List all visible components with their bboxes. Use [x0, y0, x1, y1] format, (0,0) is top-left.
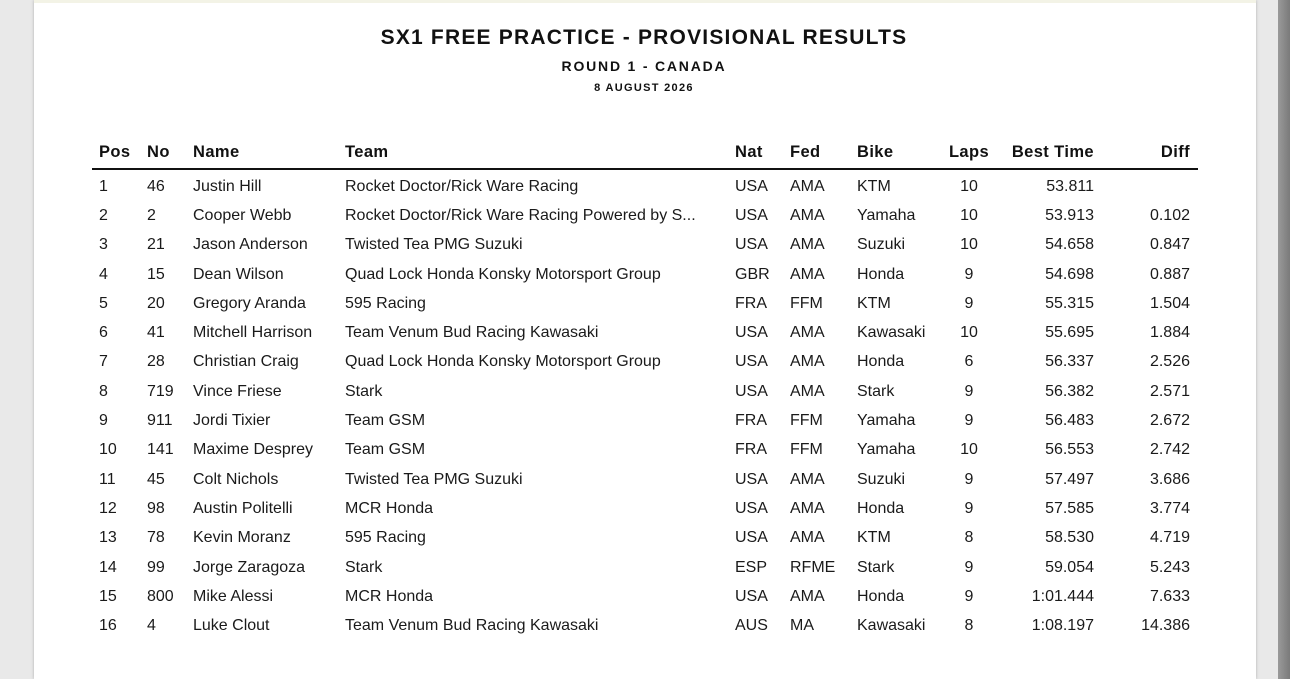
table-header-row — [92, 137, 1198, 169]
cell-number: 21 — [147, 236, 165, 254]
cell-nationality: USA — [735, 587, 768, 605]
cell-nationality: GBR — [735, 265, 770, 283]
cell-rider-name: Jason Anderson — [193, 236, 308, 254]
cell-rider-name: Luke Clout — [193, 617, 270, 635]
cell-team: MCR Honda — [345, 499, 434, 517]
cell-rider-name: Christian Craig — [193, 353, 299, 371]
cell-rider-name: Justin Hill — [193, 177, 262, 195]
cell-best-time: 56.337 — [1045, 353, 1094, 371]
table-row — [92, 377, 1198, 406]
cell-number: 46 — [147, 177, 165, 195]
cell-laps: 9 — [964, 265, 974, 283]
cell-bike: Honda — [857, 265, 905, 283]
cell-team: Quad Lock Honda Konsky Motorsport Group — [345, 265, 661, 283]
cell-laps: 9 — [964, 558, 974, 576]
table-row — [92, 348, 1198, 377]
cell-laps: 9 — [964, 382, 974, 400]
col-nat: Nat — [728, 137, 783, 169]
col-bike: Bike — [850, 137, 944, 169]
cell-pos: 15 — [99, 587, 117, 605]
cell-bike: Honda — [857, 353, 905, 371]
cell-bike: Kawasaki — [857, 324, 926, 342]
results-table — [92, 137, 1198, 641]
cell-number: 141 — [147, 441, 174, 459]
cell-diff: 2.571 — [1149, 382, 1190, 400]
cell-team: MCR Honda — [345, 587, 434, 605]
cell-diff: 4.719 — [1149, 529, 1190, 547]
cell-best-time: 59.054 — [1045, 558, 1094, 576]
cell-diff: 2.672 — [1149, 412, 1190, 430]
cell-pos: 9 — [99, 412, 108, 430]
round-subtitle: ROUND 1 - CANADA — [561, 58, 727, 74]
cell-federation: AMA — [790, 236, 825, 254]
table-row — [92, 231, 1198, 260]
cell-number: 911 — [147, 412, 173, 430]
cell-nationality: FRA — [735, 441, 767, 459]
cell-diff: 0.847 — [1149, 236, 1190, 254]
cell-diff: 14.386 — [1141, 617, 1190, 635]
cell-federation: FFM — [790, 294, 823, 312]
table-row — [92, 465, 1198, 494]
cell-rider-name: Cooper Webb — [193, 206, 292, 224]
cell-laps: 10 — [960, 236, 978, 254]
cell-rider-name: Dean Wilson — [193, 265, 284, 283]
sheet-top-border — [34, 0, 1256, 3]
cell-federation: MA — [790, 617, 814, 635]
cell-federation: AMA — [790, 470, 825, 488]
cell-diff: 5.243 — [1149, 558, 1190, 576]
window-edge — [1278, 0, 1290, 679]
cell-federation: AMA — [790, 499, 825, 517]
cell-laps: 8 — [964, 617, 974, 635]
cell-rider-name: Colt Nichols — [193, 470, 279, 488]
table-row — [92, 553, 1198, 582]
cell-bike: Stark — [857, 558, 895, 576]
cell-number: 78 — [147, 529, 165, 547]
cell-nationality: USA — [735, 324, 768, 342]
cell-nationality: ESP — [735, 558, 768, 576]
cell-nationality: USA — [735, 236, 768, 254]
cell-federation: AMA — [790, 206, 825, 224]
cell-bike: Yamaha — [857, 412, 916, 430]
col-best-time: Best Time — [994, 137, 1102, 169]
cell-laps: 10 — [960, 324, 978, 342]
table-row — [92, 201, 1198, 230]
cell-federation: AMA — [790, 265, 825, 283]
cell-diff: 3.774 — [1149, 499, 1190, 517]
cell-rider-name: Maxime Desprey — [193, 441, 314, 459]
cell-bike: Suzuki — [857, 470, 906, 488]
table-row — [92, 494, 1198, 523]
cell-federation: FFM — [790, 412, 823, 430]
cell-team: Team GSM — [345, 412, 426, 430]
cell-laps: 8 — [964, 529, 974, 547]
table-row — [92, 406, 1198, 435]
cell-pos: 3 — [99, 236, 108, 254]
cell-best-time: 56.553 — [1045, 441, 1094, 459]
cell-number: 41 — [147, 324, 165, 342]
cell-laps: 10 — [960, 177, 978, 195]
cell-bike: KTM — [857, 529, 891, 547]
cell-team: Rocket Doctor/Rick Ware Racing — [345, 177, 579, 195]
table-row — [92, 169, 1198, 201]
cell-best-time: 57.497 — [1045, 470, 1094, 488]
cell-team: Team Venum Bud Racing Kawasaki — [345, 324, 599, 342]
cell-rider-name: Vince Friese — [193, 382, 282, 400]
cell-number: 45 — [147, 470, 165, 488]
cell-rider-name: Mitchell Harrison — [193, 324, 313, 342]
cell-pos: 16 — [99, 617, 117, 635]
cell-pos: 1 — [99, 177, 108, 195]
cell-number: 28 — [147, 353, 165, 371]
cell-diff: 7.633 — [1149, 587, 1190, 605]
cell-pos: 6 — [99, 324, 108, 342]
cell-number: 2 — [147, 206, 156, 224]
cell-nationality: FRA — [735, 412, 767, 430]
cell-best-time: 55.315 — [1045, 294, 1094, 312]
page-title: SX1 FREE PRACTICE - PROVISIONAL RESULTS — [380, 26, 908, 49]
cell-pos: 4 — [99, 265, 108, 283]
cell-best-time: 53.811 — [1046, 177, 1094, 195]
cell-best-time: 1:01.444 — [1031, 587, 1094, 605]
cell-nationality: USA — [735, 177, 768, 195]
cell-diff — [1102, 169, 1198, 201]
col-diff: Diff — [1102, 137, 1198, 169]
cell-federation: AMA — [790, 587, 825, 605]
table-row — [92, 524, 1198, 553]
cell-team: 595 Racing — [345, 294, 426, 312]
table-row — [92, 318, 1198, 347]
cell-nationality: USA — [735, 470, 768, 488]
cell-team: Twisted Tea PMG Suzuki — [345, 236, 523, 254]
col-name: Name — [186, 137, 338, 169]
cell-federation: FFM — [790, 441, 823, 459]
cell-best-time: 54.658 — [1045, 236, 1094, 254]
table-row — [92, 289, 1198, 318]
cell-pos: 8 — [99, 382, 108, 400]
cell-team: Twisted Tea PMG Suzuki — [345, 470, 523, 488]
cell-nationality: USA — [735, 499, 768, 517]
cell-bike: Honda — [857, 499, 905, 517]
cell-team: Quad Lock Honda Konsky Motorsport Group — [345, 353, 661, 371]
cell-team: 595 Racing — [345, 529, 426, 547]
cell-nationality: USA — [735, 529, 768, 547]
cell-pos: 10 — [99, 441, 117, 459]
cell-bike: Stark — [857, 382, 895, 400]
cell-federation: AMA — [790, 382, 825, 400]
cell-number: 99 — [147, 558, 165, 576]
cell-best-time: 58.530 — [1045, 529, 1094, 547]
cell-best-time: 57.585 — [1045, 499, 1094, 517]
cell-bike: Suzuki — [857, 236, 906, 254]
col-laps: Laps — [944, 137, 994, 169]
cell-number: 800 — [147, 587, 174, 605]
cell-diff: 1.884 — [1149, 324, 1190, 342]
cell-rider-name: Jorge Zaragoza — [193, 558, 306, 576]
cell-team: Team Venum Bud Racing Kawasaki — [345, 617, 599, 635]
cell-nationality: USA — [735, 382, 768, 400]
cell-laps: 9 — [964, 587, 974, 605]
cell-number: 98 — [147, 499, 165, 517]
cell-best-time: 1:08.197 — [1031, 617, 1094, 635]
cell-team: Rocket Doctor/Rick Ware Racing Powered by S... — [345, 206, 696, 224]
cell-laps: 9 — [964, 412, 974, 430]
table-row — [92, 436, 1198, 465]
cell-bike: KTM — [857, 294, 891, 312]
cell-bike: Honda — [857, 587, 905, 605]
col-pos: Pos — [92, 137, 140, 169]
cell-team: Stark — [345, 382, 383, 400]
table-row — [92, 611, 1198, 640]
cell-diff: 2.742 — [1149, 441, 1190, 459]
cell-best-time: 56.382 — [1045, 382, 1094, 400]
cell-best-time: 56.483 — [1045, 412, 1094, 430]
cell-bike: Yamaha — [857, 441, 916, 459]
results-sheet — [34, 0, 1256, 679]
cell-team: Team GSM — [345, 441, 426, 459]
cell-diff: 0.102 — [1149, 206, 1190, 224]
cell-nationality: FRA — [735, 294, 767, 312]
cell-laps: 6 — [964, 353, 974, 371]
cell-rider-name: Jordi Tixier — [193, 412, 271, 430]
cell-number: 20 — [147, 294, 165, 312]
cell-laps: 9 — [964, 470, 974, 488]
cell-number: 719 — [147, 382, 174, 400]
cell-rider-name: Kevin Moranz — [193, 529, 291, 547]
col-fed: Fed — [783, 137, 850, 169]
cell-federation: AMA — [790, 529, 825, 547]
col-team: Team — [338, 137, 728, 169]
results-body — [92, 169, 1198, 641]
cell-laps: 10 — [960, 206, 978, 224]
cell-diff: 0.887 — [1149, 265, 1190, 283]
cell-diff: 3.686 — [1149, 470, 1190, 488]
cell-diff: 2.526 — [1149, 353, 1190, 371]
cell-pos: 13 — [99, 529, 117, 547]
cell-pos: 14 — [99, 558, 117, 576]
event-date: 8 AUGUST 2026 — [594, 82, 694, 94]
cell-best-time: 55.695 — [1045, 324, 1094, 342]
table-row — [92, 260, 1198, 289]
cell-laps: 9 — [964, 499, 974, 517]
cell-bike: KTM — [857, 177, 891, 195]
cell-pos: 5 — [99, 294, 108, 312]
cell-diff: 1.504 — [1149, 294, 1190, 312]
cell-number: 4 — [147, 617, 156, 635]
cell-bike: Yamaha — [857, 206, 916, 224]
cell-federation: RFME — [790, 558, 836, 576]
cell-laps: 9 — [964, 294, 974, 312]
cell-federation: AMA — [790, 324, 825, 342]
cell-federation: AMA — [790, 353, 825, 371]
cell-federation: AMA — [790, 177, 825, 195]
cell-laps: 10 — [960, 441, 978, 459]
cell-best-time: 54.698 — [1045, 265, 1094, 283]
cell-bike: Kawasaki — [857, 617, 926, 635]
col-no: No — [140, 137, 186, 169]
cell-rider-name: Gregory Aranda — [193, 294, 306, 312]
cell-nationality: AUS — [735, 617, 768, 635]
cell-best-time: 53.913 — [1045, 206, 1094, 224]
cell-pos: 12 — [99, 499, 117, 517]
cell-pos: 2 — [99, 206, 108, 224]
cell-team: Stark — [345, 558, 383, 576]
cell-nationality: USA — [735, 353, 768, 371]
cell-number: 15 — [147, 265, 165, 283]
cell-nationality: USA — [735, 206, 768, 224]
cell-rider-name: Austin Politelli — [193, 499, 293, 517]
cell-rider-name: Mike Alessi — [193, 587, 274, 605]
cell-pos: 11 — [99, 470, 116, 488]
table-row — [92, 582, 1198, 611]
cell-pos: 7 — [99, 353, 108, 371]
